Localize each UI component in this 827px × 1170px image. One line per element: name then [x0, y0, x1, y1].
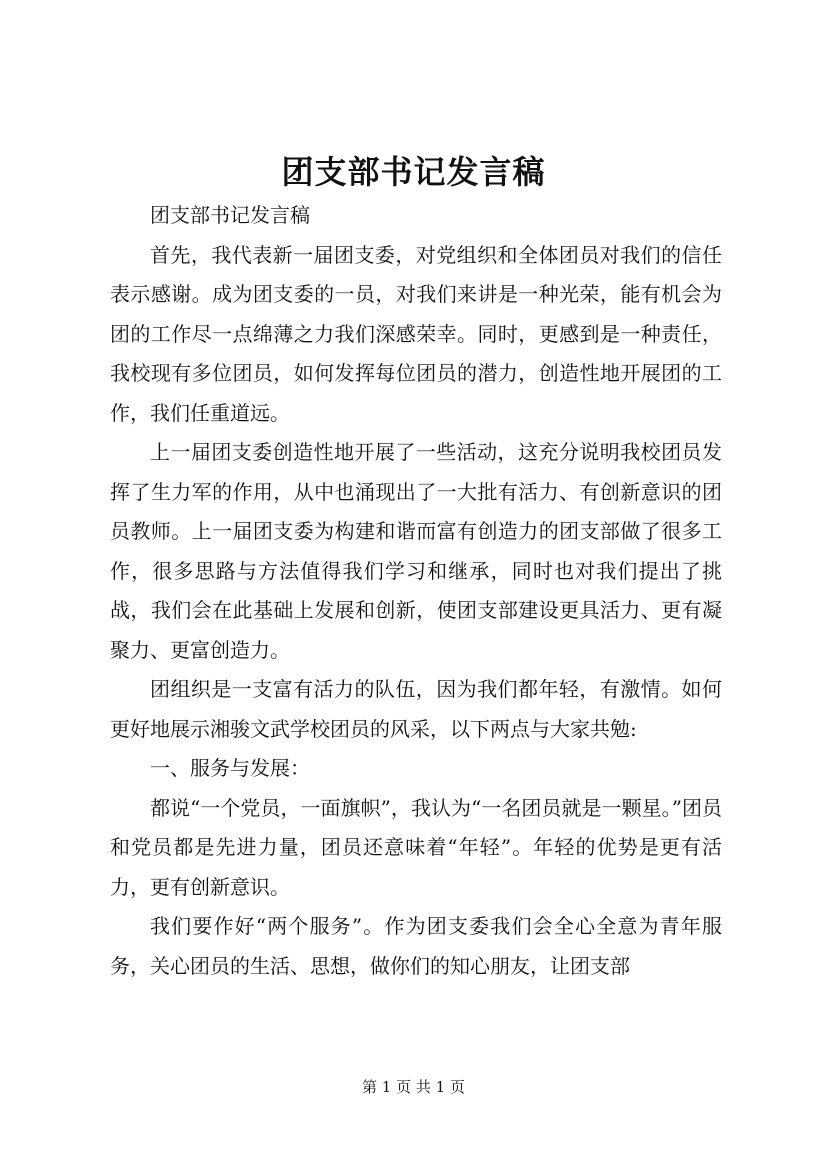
paragraph: 上一届团支委创造性地开展了一些活动，这充分说明我校团员发挥了生力军的作用，从中也涌现出了一大批有活力、有创新意识的团员教师。上一届团支委为构建和谐而富有创造力的团支部做了很多工作，很多思路与方法值得我们学习和继承，同时也对我们提出了挑战，我们会在此基础上发展和创新，使团支部建设更具活力、更有凝聚力、更富创造力。	[110, 440, 722, 662]
section-heading: 一、服务与发展：	[150, 756, 310, 780]
paragraph: 都说“一个党员，一面旗帜”，我认为“一名团员就是一颗星。”团员和党员都是先进力量，团员还意味着“年轻”。年轻的优势是更有活力，更有创新意识。	[110, 795, 722, 899]
document-body	[110, 196, 722, 986]
document-title: 团支部书记发言稿	[281, 153, 546, 191]
paragraph-subtitle: 团支部书记发言稿	[150, 203, 310, 227]
paragraph: 团组织是一支富有活力的队伍，因为我们都年轻，有激情。如何更好地展示湘骏文武学校团员的风采，以下两点与大家共勉:	[110, 677, 722, 741]
paragraph: 首先，我代表新一届团支委，对党组织和全体团员对我们的信任表示感谢。成为团支委的一员，对我们来讲是一种光荣，能有机会为团的工作尽一点绵薄之力我们深感荣幸。同时，更感到是一种责任，我校现有多位团员，如何发挥每位团员的潜力，创造性地开展团的工作，我们任重道远。	[110, 242, 722, 425]
page-footer: 第 1 页 共 1 页	[362, 1078, 465, 1096]
paragraph: 我们要作好“两个服务”。作为团支委我们会全心全意为青年服务，关心团员的生活、思想，做你们的知心朋友，让团支部	[110, 914, 722, 978]
